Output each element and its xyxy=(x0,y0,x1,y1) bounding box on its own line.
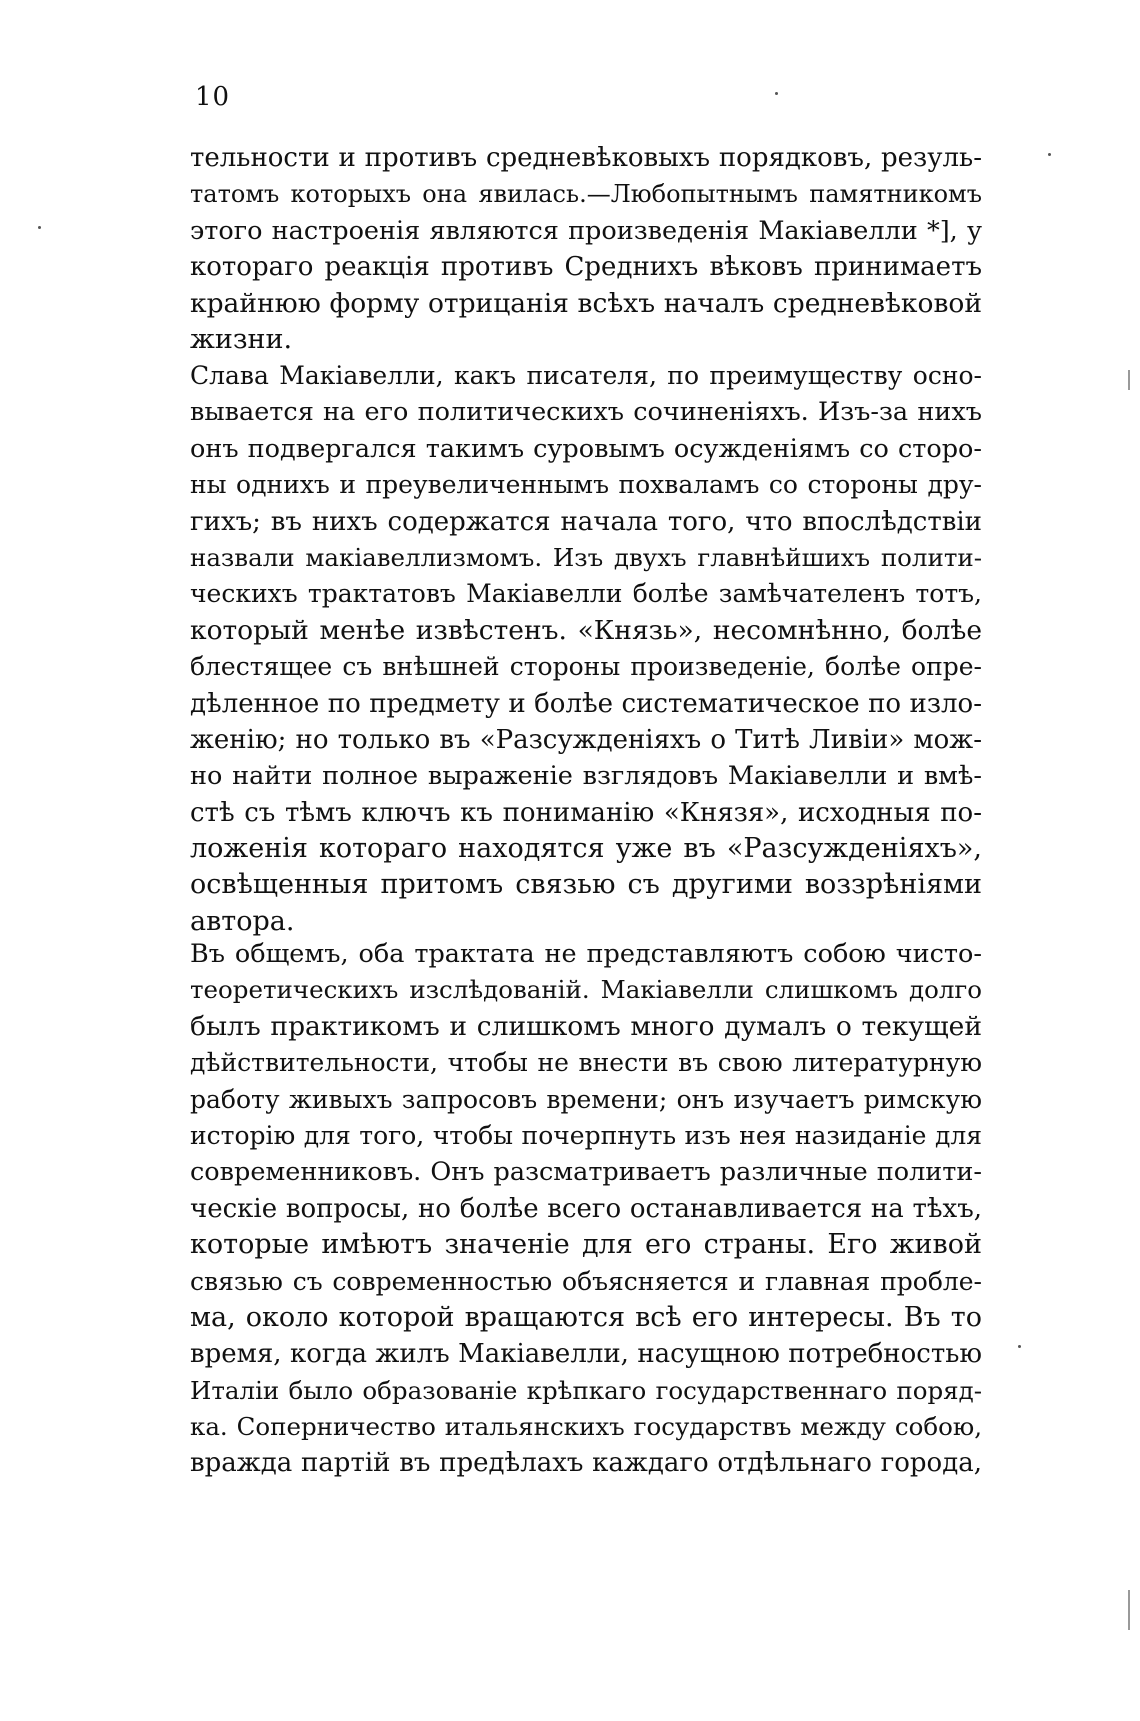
text-line: дѣйствительности, чтобы не внести въ свою литературную xyxy=(190,1048,982,1078)
text-line: Въ общемъ, оба трактата не представляютъ собою чисто- xyxy=(190,939,982,969)
text-line: Слава Макіавелли, какъ писателя, по преимуществу осно- xyxy=(190,361,982,390)
paragraph-1 xyxy=(190,140,982,358)
text-line: ложенія котораго находятся уже въ «Разсужденіяхъ», xyxy=(190,833,982,865)
page-number: 10 xyxy=(195,82,231,112)
scan-speck xyxy=(1048,153,1051,156)
text-line: ма, около которой вращаются всѣ его интересы. Въ то xyxy=(190,1301,982,1333)
text-line: женію; но только въ «Разсужденіяхъ о Титѣ Ливіи» мож- xyxy=(190,724,982,755)
text-line: татомъ которыхъ она явилась.—Любопытнымъ памятникомъ xyxy=(190,180,982,209)
text-line: былъ практикомъ и слишкомъ много думалъ о текущей xyxy=(190,1010,982,1042)
scan-edge-mark xyxy=(1128,1590,1130,1630)
text-line: но найти полное выраженіе взглядовъ Макіавелли и вмѣ- xyxy=(190,761,982,792)
paragraph-2 xyxy=(190,358,982,940)
text-line: блестящее съ внѣшней стороны произведеніе, болѣе опре- xyxy=(190,652,982,682)
text-line: тельности и противъ средневѣковыхъ порядковъ, резуль- xyxy=(190,143,982,173)
scan-speck xyxy=(38,226,41,229)
text-line: этого настроенія являются произведенія Макіавелли *], у xyxy=(190,215,982,246)
text-line: котораго реакція противъ Среднихъ вѣковъ принимаетъ xyxy=(190,252,982,283)
text-line: гихъ; въ нихъ содержатся начала того, что впослѣдствіи xyxy=(190,506,982,537)
paragraph-3 xyxy=(190,936,982,1482)
text-line: исторію для того, чтобы почерпнуть изъ нея назиданіе для xyxy=(190,1120,982,1150)
text-line: ческіе вопросы, но болѣе всего останавливается на тѣхъ, xyxy=(190,1193,982,1224)
text-line: ческихъ трактатовъ Макіавелли болѣе замѣчателенъ тотъ, xyxy=(190,579,982,609)
scan-speck xyxy=(775,92,778,95)
text-line: назвали макіавеллизмомъ. Изъ двухъ главнѣйшихъ полити- xyxy=(190,542,982,572)
text-line: стѣ съ тѣмъ ключъ къ пониманію «Князя», исходныя по- xyxy=(190,797,982,828)
text-line: автора. xyxy=(190,905,295,937)
text-line: вражда партій въ предѣлахъ каждаго отдѣльнаго города, xyxy=(190,1448,982,1479)
scan-edge-mark xyxy=(1128,370,1130,390)
text-line: теоретическихъ изслѣдованій. Макіавелли слишкомъ долго xyxy=(190,975,982,1005)
text-line: ка. Соперничество итальянскихъ государствъ между собою, xyxy=(190,1412,982,1442)
text-line: крайнюю форму отрицанія всѣхъ началъ средневѣковой xyxy=(190,287,982,319)
text-line: дѣленное по предмету и болѣе систематическое по изло- xyxy=(190,688,982,719)
text-line: связью съ современностью объясняется и главная пробле- xyxy=(190,1266,982,1296)
text-line: который менѣе извѣстенъ. «Князь», несомнѣнно, болѣе xyxy=(190,614,982,646)
text-line: время, когда жилъ Макіавелли, насущною потребностью xyxy=(190,1339,982,1370)
text-line: освѣщенныя притомъ связью съ другими воззрѣніями xyxy=(190,869,982,901)
text-line: онъ подвергался такимъ суровымъ осужденіямъ со сторо- xyxy=(190,433,982,464)
text-line: вывается на его политическихъ сочиненіяхъ. Изъ-за нихъ xyxy=(190,397,982,428)
text-line: которые имѣютъ значеніе для его страны. Его живой xyxy=(190,1229,982,1261)
text-line: ны однихъ и преувеличеннымъ похваламъ со стороны дру- xyxy=(190,470,982,500)
text-line: работу живыхъ запросовъ времени; онъ изучаетъ римскую xyxy=(190,1084,982,1114)
text-line: Италіи было образованіе крѣпкаго государственнаго поряд- xyxy=(190,1375,982,1405)
text-line: современниковъ. Онъ разсматриваетъ различные полити- xyxy=(190,1157,982,1188)
text-line: жизни. xyxy=(190,323,293,355)
scan-speck xyxy=(1018,1345,1021,1348)
